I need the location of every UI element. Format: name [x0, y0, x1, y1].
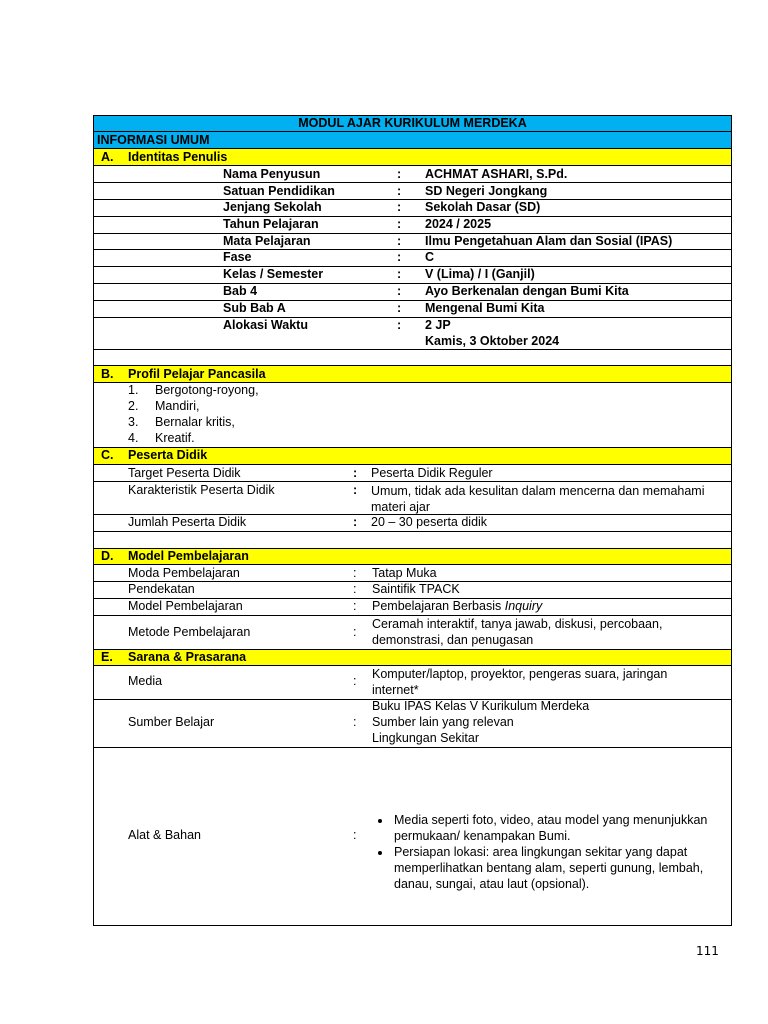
identitas-value: Sekolah Dasar (SD)	[425, 200, 541, 214]
section-b-title: Profil Pelajar Pancasila	[128, 367, 266, 381]
sarana-label: Media	[128, 674, 163, 688]
model-row	[94, 582, 731, 599]
peserta-row	[94, 465, 731, 482]
section-e-header	[94, 650, 731, 666]
colon: :	[397, 234, 402, 248]
list-item: Mandiri,	[155, 399, 200, 413]
identitas-value: Mengenal Bumi Kita	[425, 301, 545, 315]
list-item-number: 4.	[128, 431, 139, 445]
spacer-row	[94, 532, 731, 549]
colon: :	[353, 466, 358, 480]
info-umum-label: INFORMASI UMUM	[97, 133, 210, 147]
colon: :	[353, 715, 357, 729]
identitas-label: Alokasi Waktu	[223, 318, 308, 332]
model-label: Model Pembelajaran	[128, 599, 243, 613]
spacer-row	[94, 350, 731, 366]
identitas-label: Kelas / Semester	[223, 267, 324, 281]
model-value	[372, 599, 542, 614]
list-item: • Media seperti foto, video, atau model yang menunjukkan permukaan/ kenampakan Bumi.	[392, 812, 720, 844]
section-a-title: Identitas Penulis	[128, 150, 228, 164]
identitas-row	[94, 301, 731, 318]
identitas-row	[94, 166, 731, 183]
identitas-value: Ilmu Pengetahuan Alam dan Sosial (IPAS)	[425, 234, 673, 248]
list-item: • Persiapan lokasi: area lingkungan sekitar yang dapat memperlihatkan bentang alam, seperti gunung, lembah, danau, sungai, atau laut (opsional).	[392, 844, 720, 892]
peserta-label: Target Peserta Didik	[128, 466, 241, 480]
module-document	[93, 115, 732, 926]
sumber-line: Lingkungan Sekitar	[372, 731, 480, 745]
sarana-row	[94, 748, 731, 925]
colon: :	[397, 217, 402, 231]
identitas-row	[94, 318, 731, 350]
peserta-value: Umum, tidak ada kesulitan dalam mencerna dan memahami materi ajar	[371, 484, 705, 514]
info-umum-row	[94, 132, 731, 149]
identitas-label: Bab 4	[223, 284, 258, 298]
colon: :	[353, 582, 357, 596]
peserta-value: Peserta Didik Reguler	[371, 466, 493, 480]
identitas-value-date: Kamis, 3 Oktober 2024	[425, 334, 560, 348]
section-b-header	[94, 366, 731, 383]
section-d-header	[94, 549, 731, 565]
identitas-row	[94, 234, 731, 250]
identitas-value: C	[425, 250, 435, 264]
colon: :	[353, 674, 357, 688]
colon: :	[397, 250, 402, 264]
section-b-letter: B.	[101, 367, 114, 381]
model-label: Metode Pembelajaran	[128, 625, 251, 639]
colon: :	[397, 184, 402, 198]
sarana-label: Sumber Belajar	[128, 715, 215, 729]
identitas-label: Tahun Pelajaran	[223, 217, 319, 231]
model-value-italic: Inquiry	[504, 599, 543, 613]
identitas-label: Sub Bab A	[223, 301, 286, 315]
identitas-label: Nama Penyusun	[223, 167, 321, 181]
colon: :	[353, 828, 357, 842]
list-item: Bernalar kritis,	[155, 415, 235, 429]
colon: :	[353, 599, 357, 613]
sarana-row	[94, 700, 731, 748]
identitas-label: Satuan Pendidikan	[223, 184, 335, 198]
model-value: Tatap Muka	[372, 566, 437, 580]
colon: :	[397, 200, 402, 214]
identitas-value: 2 JP	[425, 318, 451, 332]
identitas-label: Fase	[223, 250, 252, 264]
identitas-row	[94, 267, 731, 284]
sarana-row	[94, 666, 731, 700]
section-c-letter: C.	[101, 448, 114, 462]
sumber-line: Buku IPAS Kelas V Kurikulum Merdeka	[372, 699, 590, 713]
colon: :	[353, 483, 358, 497]
colon: :	[397, 318, 402, 332]
section-a-letter: A.	[101, 150, 114, 164]
peserta-row	[94, 482, 731, 515]
model-row	[94, 616, 731, 650]
document-title: MODUL AJAR KURIKULUM MERDEKA	[298, 116, 527, 130]
peserta-row	[94, 515, 731, 532]
colon: :	[353, 625, 357, 639]
identitas-value: SD Negeri Jongkang	[425, 184, 548, 198]
identitas-label: Jenjang Sekolah	[223, 200, 322, 214]
colon: :	[397, 284, 402, 298]
identitas-row	[94, 250, 731, 267]
title-row	[94, 116, 731, 132]
identitas-value: V (Lima) / I (Ganjil)	[425, 267, 535, 281]
model-label: Moda Pembelajaran	[128, 566, 240, 580]
list-item: Kreatif.	[155, 431, 195, 445]
identitas-row	[94, 200, 731, 217]
identitas-value: 2024 / 2025	[425, 217, 492, 231]
list-item-number: 3.	[128, 415, 139, 429]
identitas-row	[94, 183, 731, 200]
list-item: Bergotong-royong,	[155, 383, 259, 397]
model-value: Saintifik TPACK	[372, 582, 460, 596]
section-c-title: Peserta Didik	[128, 448, 208, 462]
sarana-label: Alat & Bahan	[128, 828, 201, 842]
page-number: 111	[696, 944, 719, 958]
identitas-label: Mata Pelajaran	[223, 234, 311, 248]
identitas-row	[94, 217, 731, 234]
peserta-value: 20 – 30 peserta didik	[371, 515, 488, 529]
section-a-header	[94, 149, 731, 166]
peserta-label: Jumlah Peserta Didik	[128, 515, 247, 529]
list-item-number: 1.	[128, 383, 139, 397]
model-row	[94, 565, 731, 582]
peserta-label: Karakteristik Peserta Didik	[128, 483, 275, 497]
section-d-letter: D.	[101, 549, 114, 563]
profil-list	[94, 383, 731, 448]
identitas-row	[94, 284, 731, 301]
colon: :	[397, 301, 402, 315]
model-row	[94, 599, 731, 616]
model-value: Ceramah interaktif, tanya jawab, diskusi, percobaan, demonstrasi, dan penugasan	[372, 617, 663, 647]
section-d-title: Model Pembelajaran	[128, 549, 249, 563]
colon: :	[397, 267, 402, 281]
model-label: Pendekatan	[128, 582, 195, 596]
identitas-value: ACHMAT ASHARI, S.Pd.	[425, 167, 568, 181]
model-value-text: Pembelajaran Berbasis	[372, 599, 505, 613]
colon: :	[353, 515, 358, 529]
colon: :	[397, 167, 402, 181]
section-e-title: Sarana & Prasarana	[128, 650, 247, 664]
section-c-header	[94, 448, 731, 465]
identitas-value: Ayo Berkenalan dengan Bumi Kita	[425, 284, 629, 298]
alat-bullet-list	[372, 812, 720, 892]
colon: :	[353, 566, 357, 580]
sumber-line: Sumber lain yang relevan	[372, 715, 514, 729]
sarana-value: Komputer/laptop, proyektor, pengeras suara, jaringan internet*	[372, 667, 668, 697]
list-item-number: 2.	[128, 399, 139, 413]
section-e-letter: E.	[101, 650, 113, 664]
